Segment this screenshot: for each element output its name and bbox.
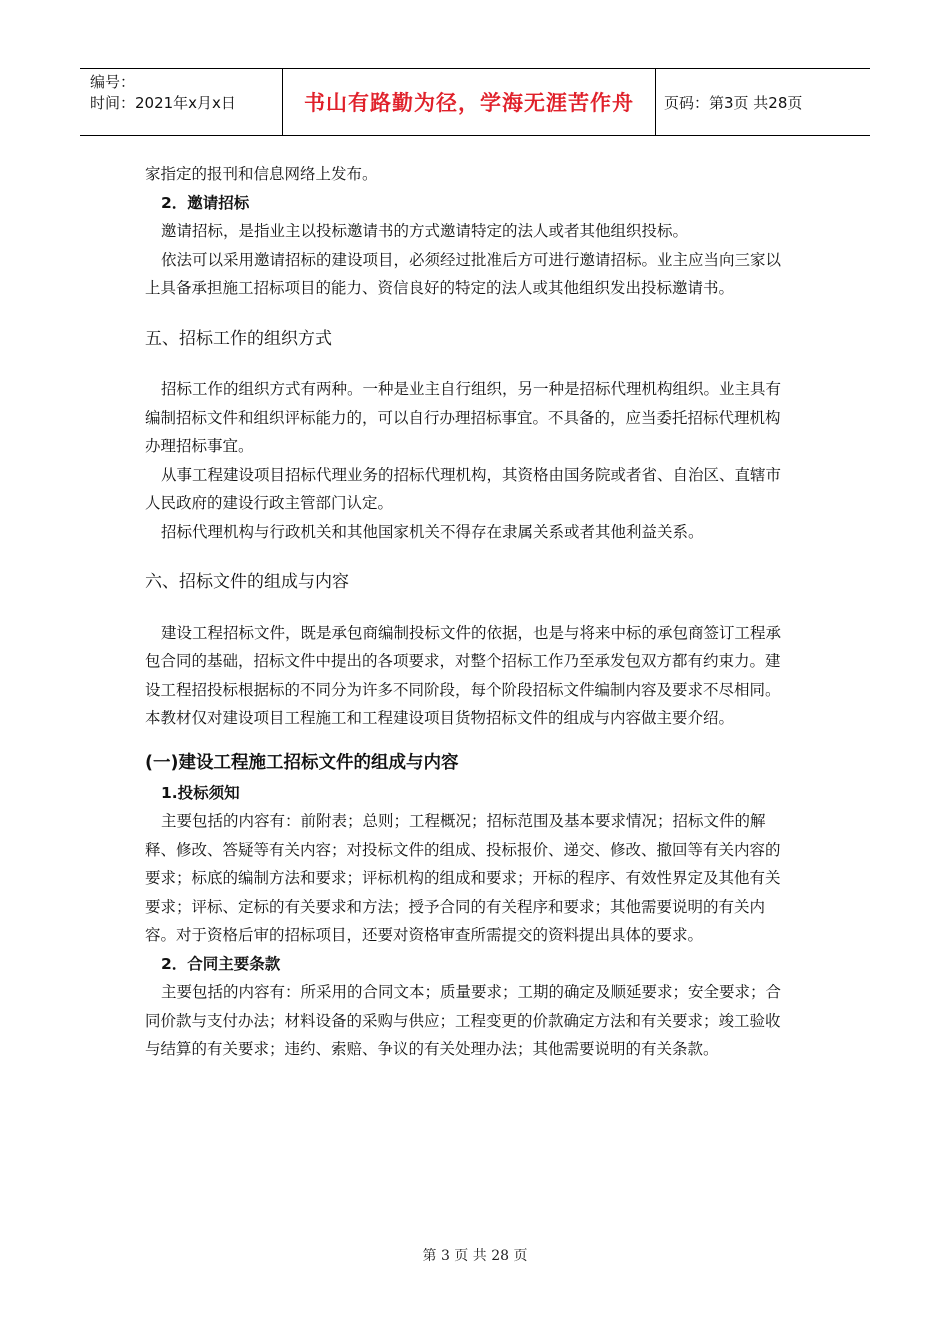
paragraph: 建设工程招标文件，既是承包商编制投标文件的依据，也是与将来中标的承包商签订工程承包合同的基础，招标文件中提出的各项要求，对整个招标工作乃至承发包双方都有约束力。建设工程招投标根据标的不同分为许多不同阶段，每个阶段招标文件编制内容及要求不尽相同。本教材仅对建设项目工程施工和工程建设项目货物招标文件的组成与内容做主要介绍。 [145, 623, 782, 727]
paragraph: 邀请招标，是指业主以投标邀请书的方式邀请特定的法人或者其他组织投标。 [161, 222, 689, 240]
item-heading-contract: 2．合同主要条款 [161, 954, 281, 973]
paragraph: 招标工作的组织方式有两种。一种是业主自行组织，另一种是招标代理机构组织。业主具有编制招标文件和组织评标能力的，可以自行办理招标事宜。不具备的，应当委托招标代理机构办理招标事宜。 [145, 380, 782, 455]
paragraph: 主要包括的内容有：所采用的合同文本；质量要求；工期的确定及顺延要求；安全要求；合同价款与支付办法；材料设备的采购与供应；工程变更的价款确定方法和有关要求；竣工验收与结算的有关要求；违约、索赔、争议的有关处理办法；其他需要说明的有关条款。 [145, 983, 782, 1058]
header-page-info: 页码：第3页 共28页 [664, 93, 803, 112]
section-heading-5: 五、招标工作的组织方式 [145, 328, 332, 349]
document-body [145, 160, 785, 1064]
paragraph: 依法可以采用邀请招标的建设项目，必须经过批准后方可进行邀请招标。业主应当向三家以上具备承担施工招标项目的能力、资信良好的特定的法人或其他组织发出投标邀请书。 [145, 250, 782, 297]
paragraph: 招标代理机构与行政机关和其他国家机关不得存在隶属关系或者其他利益关系。 [161, 522, 704, 541]
document-number-label: 编号： [90, 73, 136, 91]
paragraph: 家指定的报刊和信息网络上发布。 [145, 165, 378, 183]
document-date-label: 时间：2021年x月x日 [90, 94, 236, 112]
page-header [80, 68, 870, 136]
section-heading-6: 六、招标文件的组成与内容 [145, 572, 349, 592]
paragraph: 从事工程建设项目招标代理业务的招标代理机构，其资格由国务院或者省、自治区、直辖市人民政府的建设行政主管部门认定。 [145, 465, 782, 512]
header-motto: 书山有路勤为径，学海无涯苦作舟 [283, 69, 656, 135]
item-heading-invite: 2．邀请招标 [161, 193, 250, 212]
item-heading-notice: 1.投标须知 [161, 783, 240, 802]
page-footer: 第 3 页 共 28 页 [422, 1248, 528, 1264]
subsection-heading: (一)建设工程施工招标文件的组成与内容 [145, 752, 459, 773]
header-meta [80, 69, 283, 135]
paragraph: 主要包括的内容有：前附表；总则；工程概况；招标范围及基本要求情况；招标文件的解释、修改、答疑等有关内容；对投标文件的组成、投标报价、递交、修改、撤回等有关内容的要求；标底的编制方法和要求；评标机构的组成和要求；开标的程序、有效性界定及其他有关要求；评标、定标的有关要求和方法；授予合同的有关程序和要求；其他需要说明的有关内容。对于资格后审的招标项目，还要对资格审查所需提交的资料提出具体的要求。 [145, 812, 781, 944]
